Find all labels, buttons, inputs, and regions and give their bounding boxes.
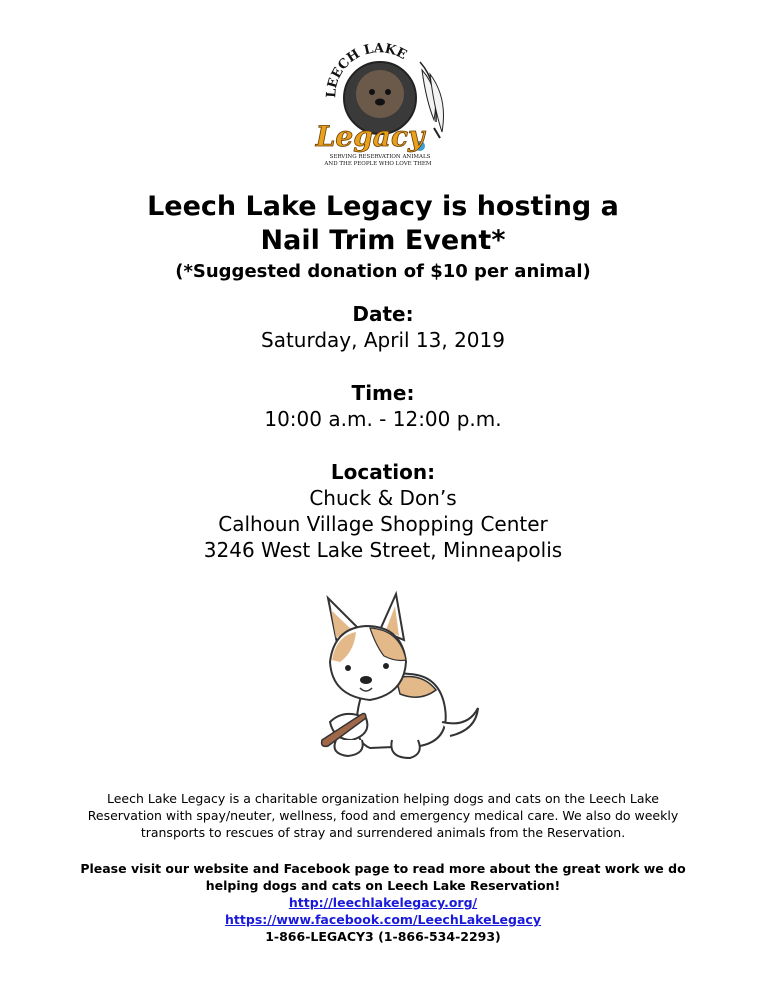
phone-number: 1-866-LEGACY3 (1-866-534-2293) — [265, 929, 501, 944]
event-title-line2: Nail Trim Event* — [260, 225, 506, 256]
dog-illustration — [300, 590, 490, 770]
time-value: 10:00 a.m. - 12:00 p.m. — [264, 407, 502, 431]
location-line2: Calhoun Village Shopping Center — [218, 512, 548, 536]
dog-drawing — [300, 590, 490, 770]
donation-note: (*Suggested donation of $10 per animal) — [175, 261, 591, 282]
date-label: Date: — [352, 302, 414, 326]
location-label: Location: — [330, 460, 436, 484]
facebook-link[interactable]: https://www.facebook.com/LeechLakeLegacy — [225, 912, 541, 927]
leech-lake-legacy-logo — [308, 42, 468, 170]
logo-tagline-1: SERVING RESERVATION ANIMALS — [329, 154, 431, 160]
event-title-line1: Leech Lake Legacy is hosting a — [147, 191, 619, 222]
logo-brand-top: LEECH LAKE — [324, 42, 410, 99]
location-line1: Chuck & Don’s — [309, 486, 457, 510]
location-line3: 3246 West Lake Street, Minneapolis — [203, 538, 563, 562]
website-link-row — [0, 894, 766, 911]
visit-message: Please visit our website and Facebook page to read more about the great work we do helping dogs and cats on Leech Lake Reservation! — [80, 861, 686, 893]
logo-brand-main: Legacy — [315, 120, 425, 153]
website-link[interactable]: http://leechlakelegacy.org/ — [288, 895, 478, 910]
organization-description: Leech Lake Legacy is a charitable organization helping dogs and cats on the Leech Lake Reservation with spay/neuter, wellness, food and emergency medical care. We also do weekly transports to rescues of stray and surrendered animals from the Reservation. — [87, 791, 679, 840]
date-value: Saturday, April 13, 2019 — [261, 328, 505, 352]
time-label: Time: — [351, 381, 415, 405]
logo-tagline-2: AND THE PEOPLE WHO LOVE THEM — [324, 161, 432, 167]
logo-graphic — [308, 42, 468, 170]
facebook-link-row — [0, 911, 766, 928]
